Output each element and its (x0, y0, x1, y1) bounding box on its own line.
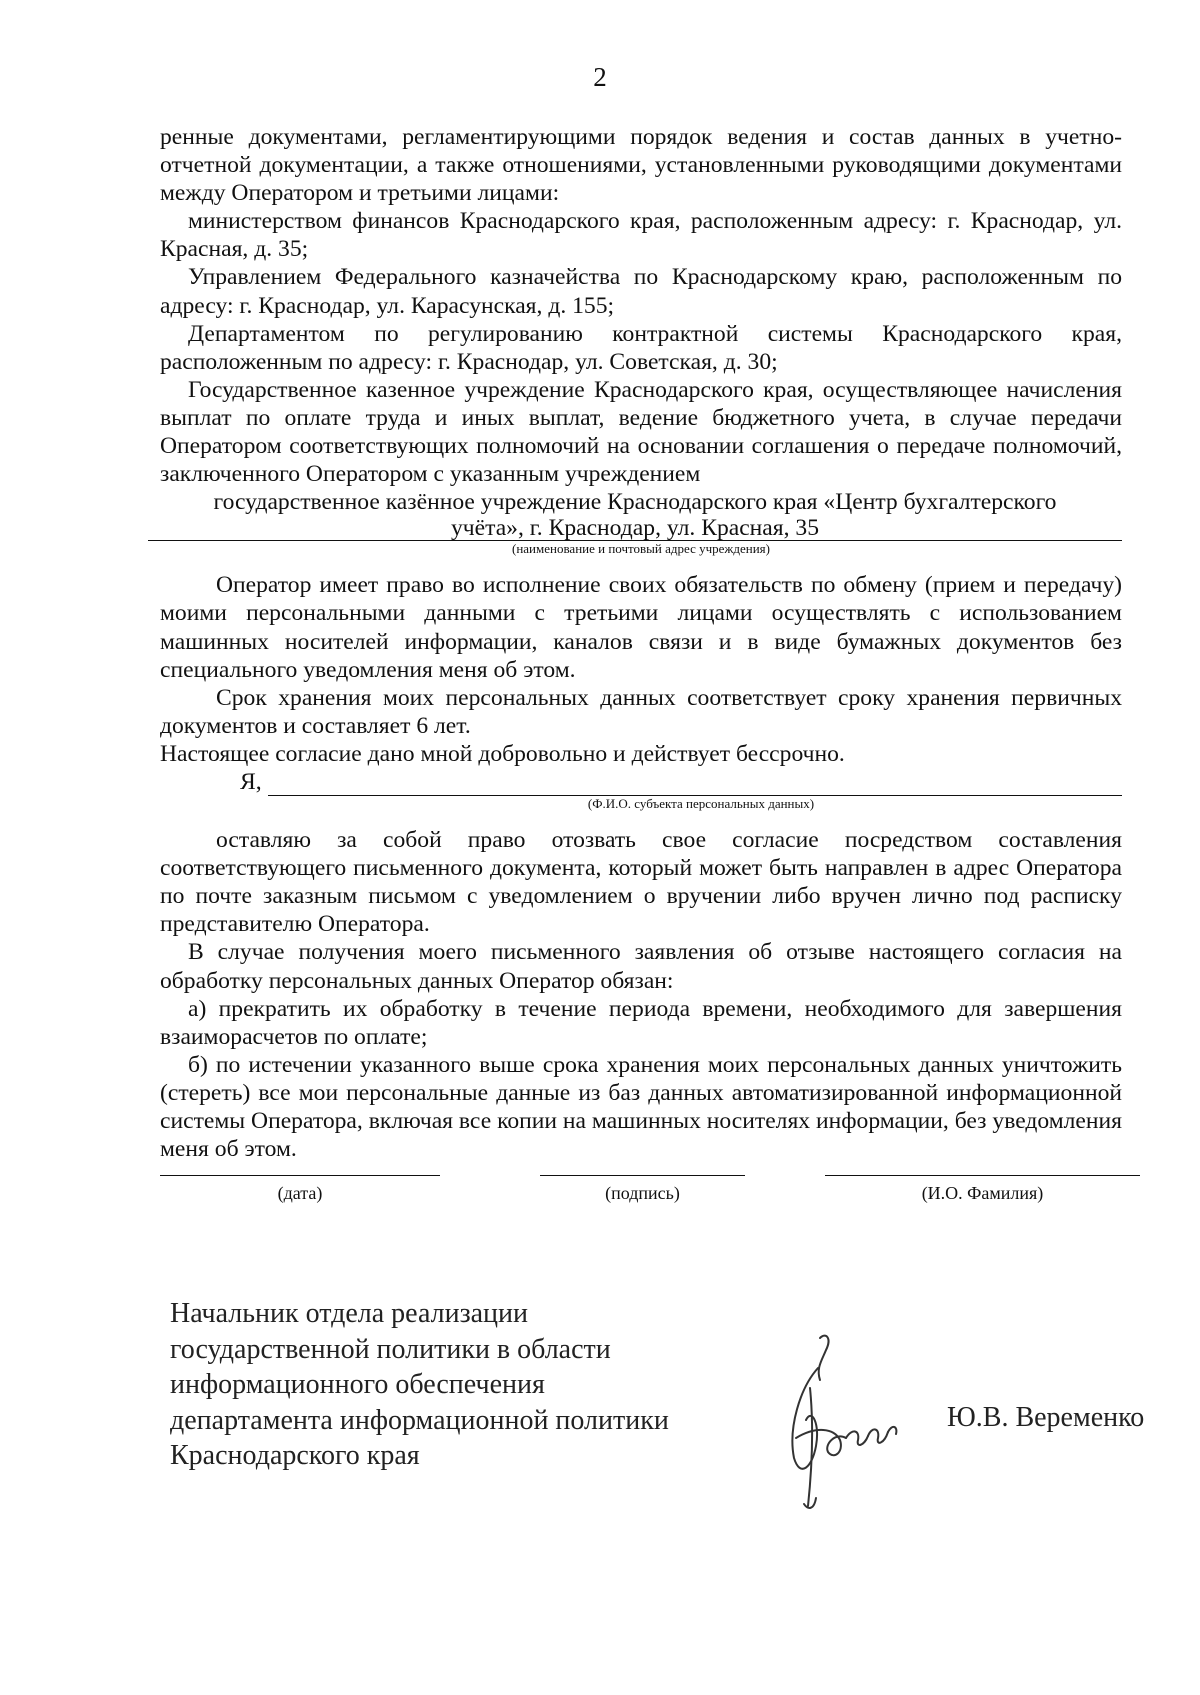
date-caption: (дата) (277, 1183, 323, 1203)
position-line-2: государственной политики в области (170, 1333, 611, 1365)
position-line-5: Краснодарского края (170, 1440, 420, 1471)
third-party-accounting-institution: Государственное казенное учреждение Краснодарского края, осуществляющее начисления выплат по оплате труда и иных выплат, ведение бюджетного учета, в случае передачи Оператором соответствующих полномочий на основании соглашения о передаче полномочий, заключенного Оператором с указанным учреждением (160, 376, 1122, 488)
name-line (825, 1175, 1140, 1176)
consent-given-paragraph: Настоящее согласие дано мной добровольно и действует бессрочно. (160, 740, 845, 767)
institution-caption: (наименование и почтовый адрес учреждения) (512, 541, 770, 557)
date-line (160, 1175, 440, 1176)
obligation-b-paragraph: б) по истечении указанного выше срока хранения моих персональных данных уничтожить (стереть) все мои персональные данные из баз данных автоматизированной информационной системы Оператора, включая все копии на машинных носителях информации, без уведомления меня об этом. (160, 1051, 1122, 1163)
subject-name-field (160, 768, 1122, 796)
position-line-1: Начальник отдела реализации (170, 1298, 529, 1329)
subject-prefix: Я, (240, 768, 262, 795)
institution-line-1: государственное казённое учреждение Краснодарского края «Центр бухгалтерского (213, 489, 1057, 516)
operator-rights-paragraph: Оператор имеет право во исполнение своих обязательств по обмену (прием и передачу) моими персональными данными с третьими лицами осуществлять с использованием машинных носителей информации, каналов связи и в виде бумажных документов без специального уведомления меня об этом. (160, 572, 1122, 683)
obligation-a-paragraph: а) прекратить их обработку в течение периода времени, необходимого для завершения взаиморасчетов по оплате; (160, 995, 1122, 1050)
storage-term-paragraph: Срок хранения моих персональных данных соответствует сроку хранения первичных документов и составляет 6 лет. (160, 684, 1122, 739)
signer-name: Ю.В. Веременко (947, 1402, 1145, 1433)
document-body (160, 123, 1122, 1163)
third-party-treasury: Управлением Федерального казначейства по Краснодарскому краю, расположенным по адресу: г. Краснодар, ул. Карасунская, д. 155; (160, 264, 1122, 319)
handwritten-signature-icon (760, 1328, 910, 1518)
subject-caption: (Ф.И.О. субъекта персональных данных) (587, 796, 815, 812)
revocation-paragraph: оставляю за собой право отозвать свое согласие посредством составления соответствующего письменного документа, который может быть направлен в адрес Оператора по почте заказным письмом с уведомлением о вручении либо вручен лично под расписку представителю Оператора. (160, 827, 1122, 938)
third-party-contract-department: Департаментом по регулированию контрактной системы Краснодарского края, расположенным по адресу: г. Краснодар, ул. Советская, д. 30; (160, 320, 1122, 375)
intro-paragraph: ренные документами, регламентирующими порядок ведения и состав данных в учетно-отчетной документации, а также отношениями, установленными руководящими документами между Оператором и третьими лицами: (160, 124, 1122, 207)
withdrawal-intro-paragraph: В случае получения моего письменного заявления об отзыве настоящего согласия на обработку персональных данных Оператор обязан: (160, 939, 1122, 994)
footer-position-block (170, 1296, 730, 1474)
institution-field (148, 488, 1122, 541)
signature-line (540, 1175, 745, 1176)
position-line-3: информационного обеспечения (170, 1369, 545, 1400)
signature-fields (0, 1175, 1200, 1215)
third-party-ministry: министерством финансов Краснодарского края, расположенным адресу: г. Краснодар, ул. Красная, д. 35; (160, 208, 1122, 263)
name-caption: (И.О. Фамилия) (921, 1183, 1044, 1203)
signature-caption: (подпись) (605, 1183, 680, 1203)
position-line-4: департамента информационной политики (170, 1404, 669, 1436)
page-number: 2 (593, 62, 607, 92)
institution-line-2: учёта», г. Краснодар, ул. Красная, 35 (450, 515, 820, 542)
subject-name-line (268, 773, 1122, 796)
